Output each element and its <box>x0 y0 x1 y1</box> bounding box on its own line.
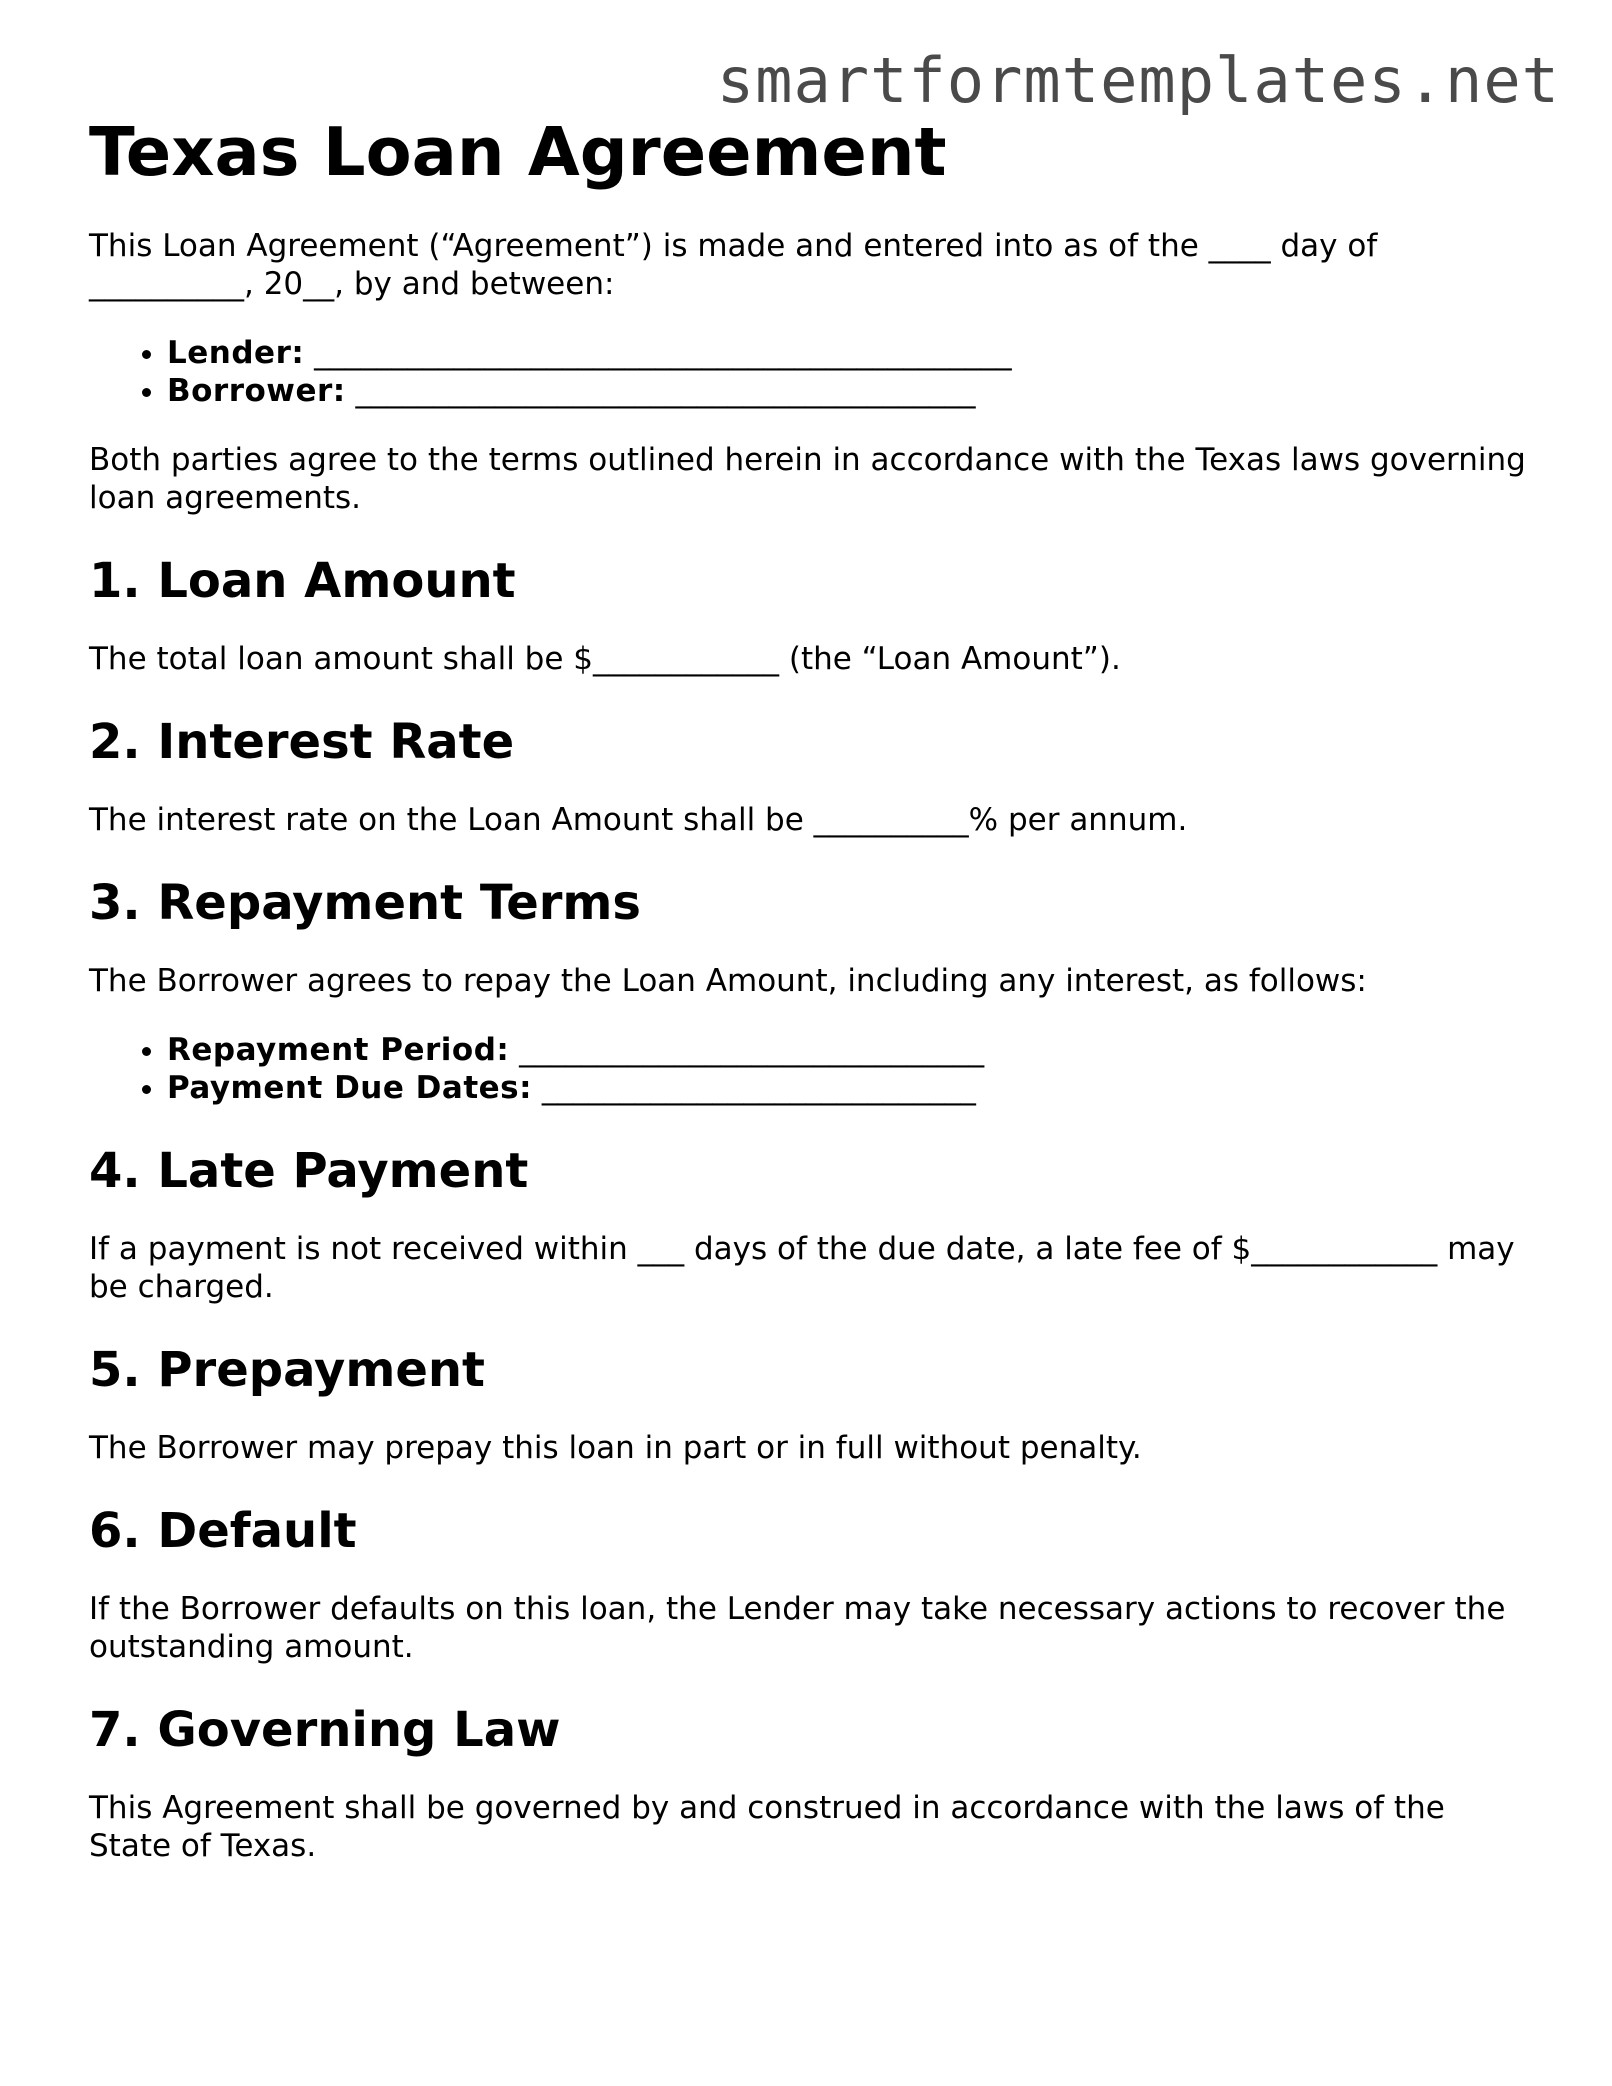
section-body-prepayment: The Borrower may prepay this loan in part or in full without penalty. <box>89 1430 1142 1466</box>
borrower-blank: ________________________________________ <box>355 373 976 409</box>
payment-due-dates-blank: ____________________________ <box>541 1070 976 1106</box>
document-content <box>89 112 1529 1865</box>
list-item <box>167 372 1529 410</box>
section-heading-loan-amount: 1. Loan Amount <box>89 553 516 609</box>
borrower-label: Borrower: <box>167 373 346 409</box>
section-heading-repayment-terms: 3. Repayment Terms <box>89 875 641 931</box>
list-item <box>167 1031 1529 1069</box>
section-body-late-payment: If a payment is not received within ___ days of the due date, a late fee of $____________ may be charged. <box>89 1231 1515 1305</box>
agreement-paragraph: Both parties agree to the terms outlined herein in accordance with the Texas laws governing loan agreements. <box>89 442 1526 516</box>
section-heading-interest-rate: 2. Interest Rate <box>89 714 515 770</box>
intro-paragraph: This Loan Agreement (“Agreement”) is made and entered into as of the ____ day of __________, 20__, by and between: <box>89 228 1378 302</box>
repayment-list <box>89 1031 1529 1107</box>
section-heading-governing-law: 7. Governing Law <box>89 1702 561 1758</box>
section-body-loan-amount: The total loan amount shall be $____________ (the “Loan Amount”). <box>89 641 1121 677</box>
payment-due-dates-label: Payment Due Dates: <box>167 1070 533 1106</box>
repayment-period-label: Repayment Period: <box>167 1032 510 1068</box>
section-body-default: If the Borrower defaults on this loan, the Lender may take necessary actions to recover the outstanding amount. <box>89 1591 1506 1665</box>
section-heading-late-payment: 4. Late Payment <box>89 1143 529 1199</box>
watermark: smartformtemplates.net <box>716 44 1560 117</box>
document-title: Texas Loan Agreement <box>89 113 947 191</box>
lender-blank: _____________________________________________ <box>314 335 1012 371</box>
parties-list <box>89 334 1529 410</box>
section-heading-default: 6. Default <box>89 1503 357 1559</box>
section-body-governing-law: This Agreement shall be governed by and construed in accordance with the laws of the State of Texas. <box>89 1790 1445 1864</box>
section-body-interest-rate: The interest rate on the Loan Amount shall be __________% per annum. <box>89 802 1188 838</box>
section-heading-prepayment: 5. Prepayment <box>89 1342 485 1398</box>
section-body-repayment-terms: The Borrower agrees to repay the Loan Amount, including any interest, as follows: <box>89 963 1367 999</box>
repayment-period-blank: ______________________________ <box>519 1032 985 1068</box>
list-item <box>167 1069 1529 1107</box>
list-item <box>167 334 1529 372</box>
lender-label: Lender: <box>167 335 305 371</box>
